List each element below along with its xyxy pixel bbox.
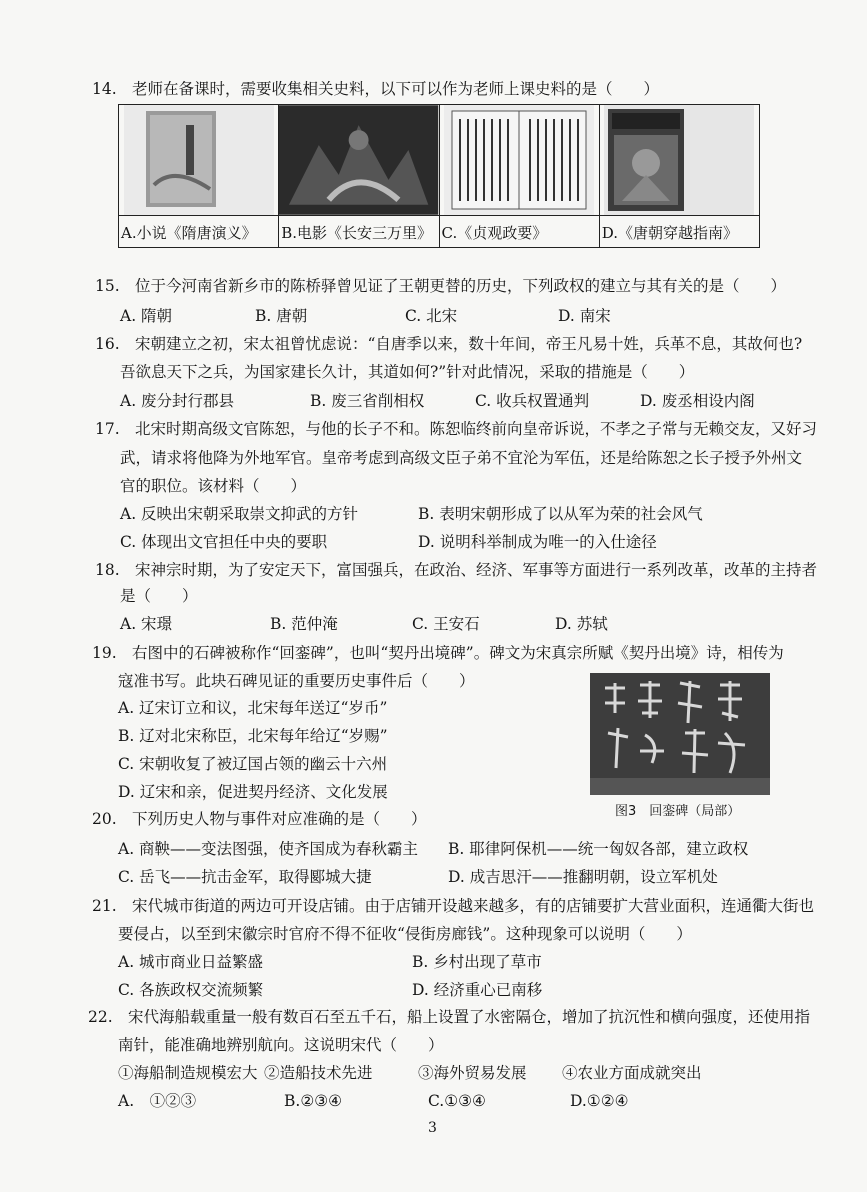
question-16	[95, 333, 802, 355]
q18-option-d[interactable]: D. 苏轼	[555, 615, 608, 633]
question-17	[95, 418, 817, 440]
question-stem: 位于今河南省新乡市的陈桥驿曾见证了王朝更替的历史，下列政权的建立与其有关的是（ ）	[135, 277, 787, 295]
q20-option-a[interactable]: A. 商鞅——变法图强，使齐国成为春秋霸主	[118, 840, 419, 858]
question-16-line2: 吾欲息天下之兵，为国家建长久计，其道如何?”针对此情况，采取的措施是（ ）	[120, 363, 695, 381]
option-label: B.电影《长安三万里》	[281, 224, 433, 242]
question-stem: 宋代城市街道的两边可开设店铺。由于店铺开设越来越多，有的店铺要扩大营业面积，连通衢大街也	[132, 897, 815, 915]
q14-option-d[interactable]	[600, 105, 759, 247]
question-number: 19.	[92, 644, 117, 662]
q22-item-2: ②造船技术先进	[264, 1064, 373, 1082]
question-number: 16.	[95, 335, 120, 353]
q22-option-a[interactable]: A. ①②③	[118, 1092, 197, 1110]
ancient-text-icon	[440, 105, 599, 216]
q22-option-d[interactable]: D.①②④	[570, 1092, 629, 1110]
q20-option-b[interactable]: B. 耶律阿保机——统一匈奴各部，建立政权	[448, 840, 749, 858]
q17-option-d[interactable]: D. 说明科举制成为唯一的入仕途径	[418, 533, 657, 551]
question-18-line2: 是（ ）	[120, 587, 198, 605]
q16-option-d[interactable]: D. 废丞相设内阁	[640, 392, 755, 410]
question-20	[92, 808, 427, 830]
q19-option-d[interactable]: D. 辽宋和亲，促进契丹经济、文化发展	[118, 783, 388, 801]
question-15	[95, 275, 786, 297]
q14-option-c[interactable]	[440, 105, 600, 247]
q17-option-c[interactable]: C. 体现出文官担任中央的要职	[120, 533, 328, 551]
question-19-line2: 寇准书写。此块石碑见证的重要历史事件后（ ）	[118, 672, 475, 690]
q19-option-c[interactable]: C. 宋朝收复了被辽国占领的幽云十六州	[118, 755, 388, 773]
question-14	[92, 78, 659, 100]
q18-option-a[interactable]: A. 宋璟	[120, 615, 173, 633]
q20-option-d[interactable]: D. 成吉思汗——推翻明朝，设立军机处	[448, 868, 718, 886]
question-17-line2: 武，请求将他降为外地军官。皇帝考虑到高级文臣子弟不宜沦为军伍，还是给陈恕之长子授予外州文	[120, 449, 803, 467]
q15-option-b[interactable]: B. 唐朝	[255, 307, 308, 325]
q22-item-1: ①海船制造规模宏大	[118, 1064, 258, 1082]
q20-option-c[interactable]: C. 岳飞——抗击金军，取得郾城大捷	[118, 868, 372, 886]
question-number: 14.	[92, 80, 117, 98]
q17-option-a[interactable]: A. 反映出宋朝采取崇文抑武的方针	[120, 505, 359, 523]
question-19	[92, 642, 784, 664]
stele-inscription-icon	[590, 673, 770, 795]
book-cover-icon	[600, 105, 759, 216]
q17-option-b[interactable]: B. 表明宋朝形成了以从军为荣的社会风气	[418, 505, 703, 523]
q22-item-4: ④农业方面成就突出	[562, 1064, 702, 1082]
q22-item-3: ③海外贸易发展	[418, 1064, 527, 1082]
q21-option-d[interactable]: D. 经济重心已南移	[412, 981, 543, 999]
movie-poster-icon	[279, 105, 438, 216]
question-number: 21.	[92, 897, 117, 915]
q16-option-a[interactable]: A. 废分封行郡县	[120, 392, 235, 410]
question-stem: 下列历史人物与事件对应准确的是（ ）	[132, 810, 427, 828]
question-22-line2: 南针，能准确地辨别航向。这说明宋代（ ）	[118, 1036, 444, 1054]
book-cover-icon	[119, 105, 278, 216]
q18-option-c[interactable]: C. 王安石	[412, 615, 480, 633]
question-21-line2: 要侵占，以至到宋徽宗时官府不得不征收“侵街房廊钱”。这种现象可以说明（ ）	[118, 925, 692, 943]
q19-option-b[interactable]: B. 辽对北宋称臣，北宋每年给辽“岁赐”	[118, 727, 388, 745]
question-18	[95, 559, 817, 581]
stele-photo	[590, 673, 770, 795]
q21-option-b[interactable]: B. 乡村出现了草市	[412, 953, 542, 971]
question-number: 18.	[95, 561, 120, 579]
question-stem: 宋朝建立之初，宋太祖曾忧虑说：“自唐季以来，数十年间，帝王凡易十姓，兵革不息，其故何也?	[135, 335, 803, 353]
question-stem: 老师在备课时，需要收集相关史料，以下可以作为老师上课史料的是（ ）	[132, 80, 660, 98]
q15-option-d[interactable]: D. 南宋	[558, 307, 611, 325]
question-21	[92, 895, 814, 917]
question-17-line3: 官的职位。该材料（ ）	[120, 477, 307, 495]
question-stem: 北宋时期高级文官陈恕，与他的长子不和。陈恕临终前向皇帝诉说，不孝之子常与无赖交友，又好习	[135, 420, 818, 438]
question-stem: 右图中的石碑被称作“回銮碑”，也叫“契丹出境碑”。碑文为宋真宗所赋《契丹出境》诗，相传为	[132, 644, 784, 662]
option-label: D.《唐朝穿越指南》	[601, 224, 739, 242]
question-number: 22.	[88, 1008, 113, 1026]
q16-option-c[interactable]: C. 收兵权置通判	[475, 392, 590, 410]
q22-option-c[interactable]: C.①③④	[428, 1092, 486, 1110]
question-number: 17.	[95, 420, 120, 438]
question-number: 20.	[92, 810, 117, 828]
page-number: 3	[428, 1120, 437, 1136]
q14-option-b[interactable]	[279, 105, 439, 247]
q16-option-b[interactable]: B. 废三省削相权	[310, 392, 425, 410]
question-number: 15.	[95, 277, 120, 295]
q15-option-c[interactable]: C. 北宋	[405, 307, 458, 325]
q22-option-b[interactable]: B.②③④	[284, 1092, 343, 1110]
question-22	[88, 1006, 810, 1028]
figure-caption: 图3 回銮碑（局部）	[615, 804, 741, 819]
q19-option-a[interactable]: A. 辽宋订立和议，北宋每年送辽“岁币”	[118, 699, 388, 717]
q14-option-a[interactable]	[119, 105, 279, 247]
option-label: C.《贞观政要》	[441, 224, 548, 242]
q21-option-a[interactable]: A. 城市商业日益繁盛	[118, 953, 264, 971]
option-label: A.小说《隋唐演义》	[121, 224, 257, 242]
q14-image-table	[118, 104, 760, 248]
question-stem: 宋神宗时期，为了安定天下，富国强兵，在政治、经济、军事等方面进行一系列改革，改革的主持者	[135, 561, 818, 579]
question-stem: 宋代海船载重量一般有数百石至五千石，船上设置了水密隔仓，增加了抗沉性和横向强度，还使用指	[128, 1008, 811, 1026]
q18-option-b[interactable]: B. 范仲淹	[270, 615, 338, 633]
q15-option-a[interactable]: A. 隋朝	[120, 307, 173, 325]
q21-option-c[interactable]: C. 各族政权交流频繁	[118, 981, 264, 999]
